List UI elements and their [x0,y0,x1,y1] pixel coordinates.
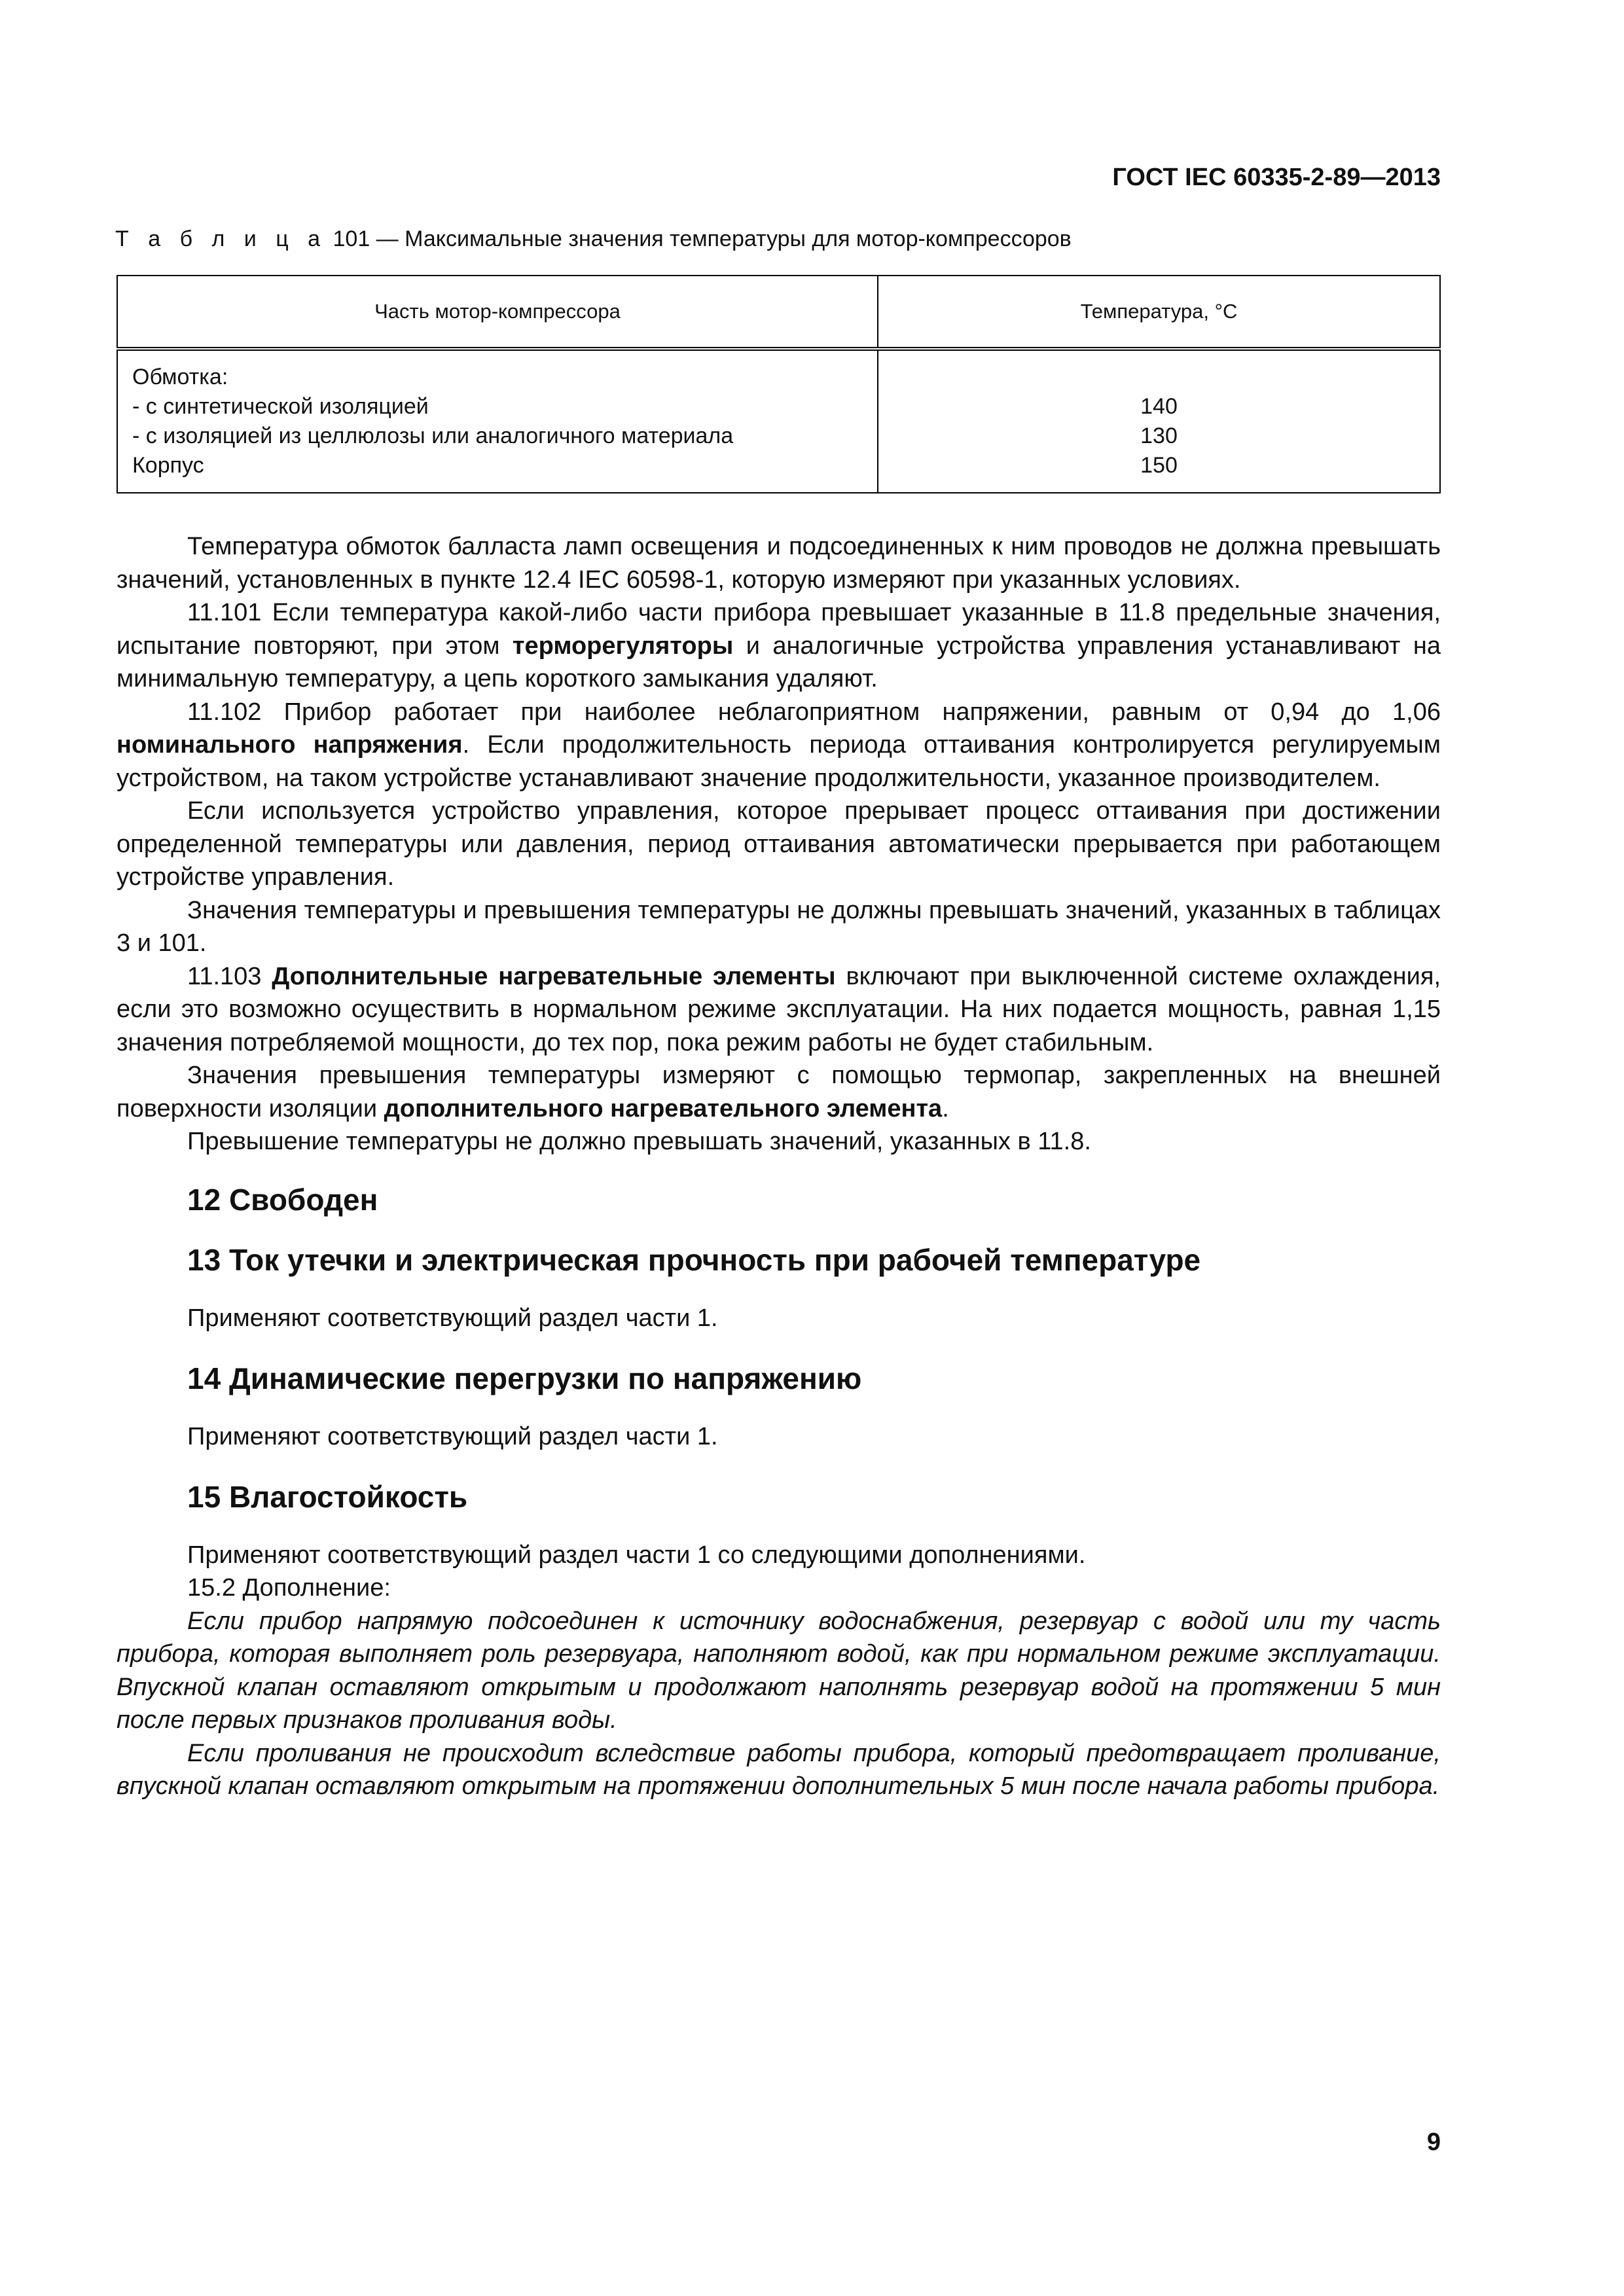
text-run: включают при выключенной системе охлаждения, если это возможно осуществить в нормальном режиме эксплуатации. На них подается мощность, равная 1,15 значения потребляемой мощности, до тех пор, пока режим работы не будет стабильным. [117,962,1441,1056]
table-cell-parts [117,349,878,493]
column-header-temperature: Температура, °С [878,276,1440,349]
text-run: . Если продолжительность периода оттаивания контролируется регулируемым устройством, на таком устройстве устанавливают значение продолжительности, указанное производителем. [117,731,1441,792]
text-run: и аналогичные устройства управления устанавливают на минимальную температуру, а цепь короткого замыкания удаляют. [117,632,1441,692]
text-run: 11.101 Если температура какой-либо части прибора превышает указанные в 11.8 предельные значения, испытание повторяют, при этом [117,599,1441,660]
paragraph: Значения температуры и превышения температуры не должны превышать значений, указанных в таблицах 3 и 101. [117,896,1441,957]
section-14-text: Применяют соответствующий раздел части 1. [187,1422,718,1450]
section-heading-12: 12 Свободен [187,1182,378,1217]
table-caption-word: Т а б л и ц а [115,226,327,251]
amendment-text: Если прибор напрямую подсоединен к источнику водоснабжения, резервуар с водой или ту часть прибора, которая выполняет роль резервуара, наполняют водой, как при нормальном режиме эксплуатации. Впускной клапан оставляют открытым и продолжают наполнять резервуар водой на протяжении 5 мин после первых признаков проливания воды. [117,1607,1441,1734]
paragraph: Температура обмоток балласта ламп освещения и подсоединенных к ним проводов не должна превышать значений, установленных в пункте 12.4 IEC 60598-1, которую измеряют при указанных условиях. [117,533,1441,594]
section-heading-15: 15 Влагостойкость [187,1480,468,1514]
section-13-text: Применяют соответствующий раздел части 1. [187,1304,718,1332]
temperature-line: 140 [1140,394,1178,419]
page-number: 9 [1426,2128,1441,2156]
paragraph: Превышение температуры не должно превышать значений, указанных в 11.8. [187,1128,1091,1155]
body-text [117,530,1441,1803]
table-caption-text: 101 — Максимальные значения температуры для мотор-компрессоров [333,226,1072,251]
section-15-text: Применяют соответствующий раздел части 1 со следующими дополнениями. [187,1541,1086,1569]
table-caption [115,226,1441,252]
part-line: - с синтетической изоляцией [132,394,429,419]
text-run: Значения превышения температуры измеряют с помощью термопар, закрепленных на внешней поверхности изоляции [117,1062,1441,1122]
defined-term: номинального напряжения [117,731,463,759]
clause-15-2: 15.2 Дополнение: [187,1574,391,1602]
table-cell-temperatures [878,349,1440,493]
column-header-part: Часть мотор-компрессора [117,276,878,349]
clause-11-101 [117,596,1441,696]
text-run: 11.103 [187,962,272,990]
text-run: 11.102 Прибор работает при наиболее неблагоприятном напряжении, равным от 0,94 до 1,06 [187,698,1441,726]
temperature-line [893,363,1425,392]
clause-11-103 [117,960,1441,1060]
defined-term: дополнительного нагревательного элемента [384,1094,943,1122]
paragraph: Если используется устройство управления, которое прерывает процесс оттаивания при достижении определенной температуры или давления, период оттаивания автоматически прерывается при работающем устройстве управления. [117,797,1441,891]
paragraph [117,1059,1441,1125]
section-heading-14: 14 Динамические перегрузки по напряжению [187,1361,862,1395]
temperature-table [117,275,1441,493]
amendment-text: Если проливания не происходит вследствие работы прибора, который предотвращает проливание, впускной клапан оставляют открытым на протяжении дополнительных 5 мин после начала работы прибора. [117,1739,1441,1800]
defined-term: Дополнительные нагревательные элементы [272,962,836,990]
part-line: Обмотка: [132,365,228,389]
document-header: ГОСТ IEC 60335-2-89—2013 [1112,164,1441,191]
text-run: . [942,1094,949,1122]
temperature-line: 150 [1140,453,1178,478]
temperature-line: 130 [1140,423,1178,448]
clause-11-102 [117,696,1441,795]
section-heading-13: 13 Ток утечки и электрическая прочность при рабочей температуре [187,1243,1201,1277]
part-line: Корпус [132,453,204,478]
defined-term: терморегуляторы [512,632,734,660]
part-line: - с изоляцией из целлюлозы или аналогичного материала [132,423,734,448]
table-header-row [117,276,1440,349]
table-row [117,349,1440,493]
